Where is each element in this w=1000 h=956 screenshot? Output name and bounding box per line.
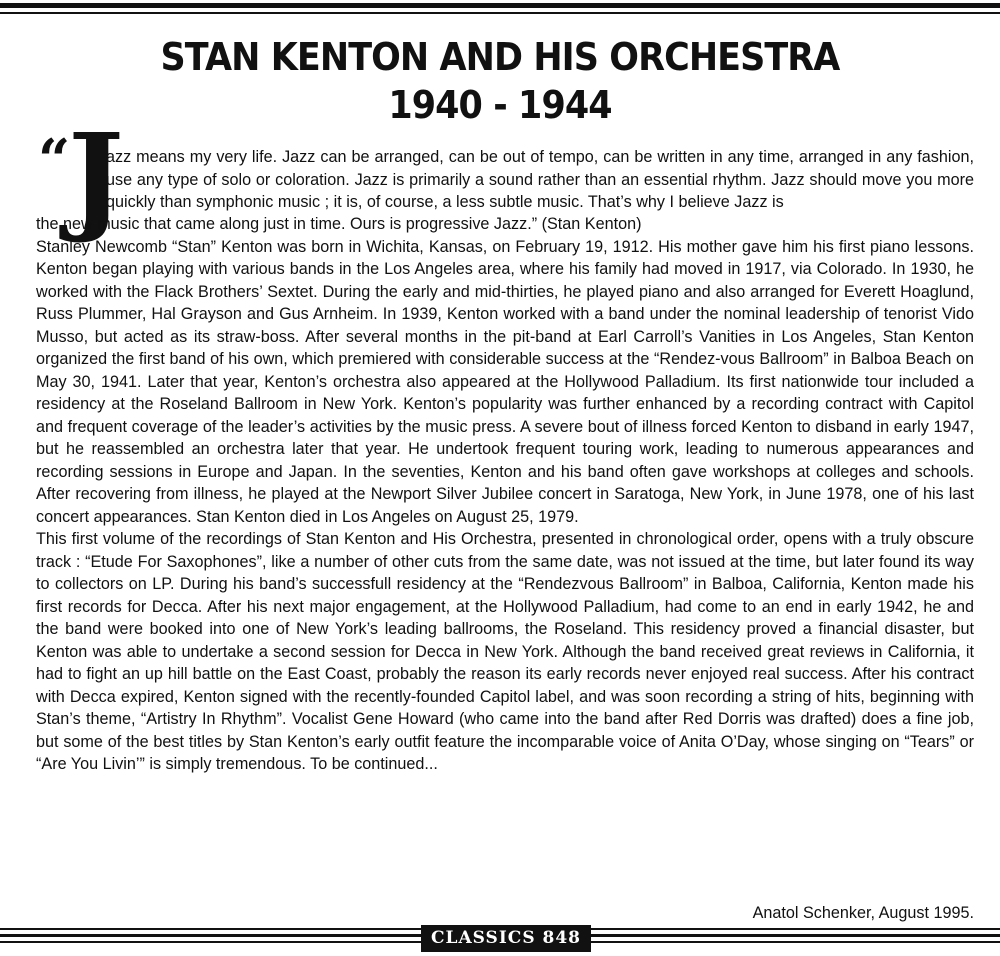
- quote-last-line: the new music that came along just in time. Ours is progressive Jazz.” (Stan Kenton): [36, 215, 642, 233]
- author-signature: Anatol Schenker, August 1995.: [752, 904, 974, 922]
- opening-quote-mark: “: [38, 127, 71, 193]
- drop-cap-letter: J: [68, 107, 124, 246]
- top-rule-thick: [0, 3, 1000, 8]
- top-rule-thin: [0, 12, 1000, 14]
- body-text: [36, 213, 974, 776]
- page-subtitle-years: 1940 - 1944: [388, 83, 612, 127]
- quote-text: azz means my very life. Jazz can be arranged, can be out of tempo, can be written in any time, arranged in any fashion, use any type of solo or coloration. Jazz is primarily a sound rather than an essential rhythm. Jazz should move you more quickly than symphonic music ; it is, of course, a less subtle music. That’s why I believe Jazz is: [106, 148, 974, 211]
- biography-paragraph: Stanley Newcomb “Stan” Kenton was born in Wichita, Kansas, on February 19, 1912. His mother gave him his first piano lessons. Kenton began playing with various bands in the Los Angeles area, where his family had moved in 1917, via Colorado. In 1930, he worked with the Flack Brothers’ Sextet. During the early and mid-thirties, he played piano and also arranged for Everett Hoaglund, Russ Plummer, Hal Grayson and Gus Arnheim. In 1939, Kenton worked with a band under the nominal leadership of tenorist Vido Musso, but acted as its straw-boss. After several months in the pit-band at Earl Carroll’s Vanities in Los Angeles, Stan Kenton organized the first band of his own, which premiered with considerable success at the “Rendez-vous Ballroom” in Balboa Beach on May 30, 1941. Later that year, Kenton’s orchestra also appeared at the Hollywood Palladium. Its first nationwide tour included a residency at the Roseland Ballroom in New York. Kenton’s popularity was further enhanced by a recording contract with Capitol and frequent coverage of the leader’s activities by the music press. A severe bout of illness forced Kenton to disband in early 1947, but he reassembled an orchestra later that year. He undertook frequent touring work, leading to numerous appearances and recording sessions in Europe and Japan. In the seventies, Kenton and his band often gave workshops at colleges and schools. After recovering from illness, he played at the Newport Silver Jubilee concert in Saratoga, New York, in June 1978, one of his last concert appearances. Stan Kenton died in Los Angeles on August 25, 1979.: [36, 237, 974, 526]
- page-title: STAN KENTON AND HIS ORCHESTRA: [160, 35, 840, 79]
- recordings-paragraph: This first volume of the recordings of Stan Kenton and His Orchestra, presented in chronological order, opens with a truly obscure track : “Etude For Saxophones”, like a number of other cuts from the same date, was not issued at the time, but later found its way to collectors on LP. During his band’s successfull residency at the “Rendezvous Ballroom” in Balboa, California, Kenton made his first records for Decca. After his next major engagement, at the Hollywood Palladium, had come to an end in early 1942, he and the band were booked into one of New York’s leading ballrooms, the Roseland. This residency proved a financial disaster, but Kenton was able to undertake a second session for Decca in New York. Although the band received great reviews in California, it had to fight an up hill battle on the East Coast, probably the reason its early records never enjoyed real success. After his contract with Decca expired, Kenton signed with the recently-founded Capitol label, and was soon recording a string of hits, beginning with Stan’s theme, “Artistry In Rhythm”. Vocalist Gene Howard (who came into the band after Red Dorris was drafted) does a fine job, but some of the best titles by Stan Kenton’s early outfit feature the incomparable voice of Anita O’Day, whose singing on “Tears” or “Are You Livin’” is simply tremendous. To be continued...: [36, 530, 974, 773]
- catalog-badge: CLASSICS 848: [421, 925, 591, 952]
